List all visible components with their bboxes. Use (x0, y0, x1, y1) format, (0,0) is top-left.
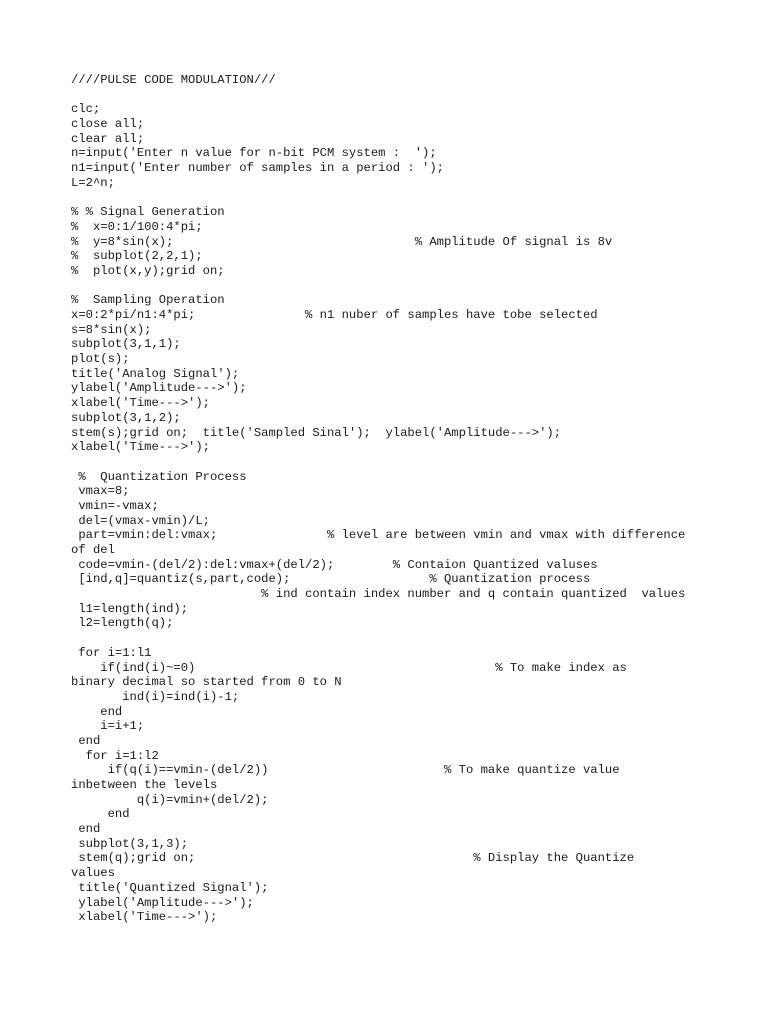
code-line: if(q(i)==vmin-(del/2)) % To make quantize value (71, 763, 620, 778)
code-line: ////PULSE CODE MODULATION/// (71, 73, 276, 87)
code-line: stem(q);grid on; % Display the Quantize (71, 851, 635, 866)
code-line: of del (71, 543, 115, 557)
code-line: subplot(3,1,1); (71, 337, 181, 352)
code-line: l1=length(ind); (71, 601, 189, 616)
code-line: s=8*sin(x); (71, 322, 152, 337)
code-line: title('Quantized Signal'); (71, 880, 269, 895)
code-line: close all; (71, 117, 145, 132)
code-line: clc; (71, 102, 101, 117)
code-line: % % Signal Generation (71, 205, 225, 220)
code-line: subplot(3,1,2); (71, 410, 181, 425)
code-line: vmin=-vmax; (71, 498, 159, 513)
code-line: % Quantization Process (71, 469, 247, 484)
code-line: subplot(3,1,3); (71, 836, 189, 851)
code-line: part=vmin:del:vmax; % level are between vmin and vmax with difference (71, 528, 686, 543)
code-line: % ind contain index number and q contain quantized values (71, 587, 686, 602)
code-line: del=(vmax-vmin)/L; (71, 513, 210, 528)
code-line: inbetween the levels (71, 778, 218, 792)
code-line: % subplot(2,2,1); (71, 249, 203, 264)
code-line: % plot(x,y);grid on; (71, 263, 225, 278)
code-line: q(i)=vmin+(del/2); (71, 792, 269, 807)
code-line: binary decimal so started from 0 to N (71, 675, 342, 690)
code-line: % Sampling Operation (71, 293, 225, 308)
code-line: title('Analog Signal'); (71, 366, 240, 381)
code-line (71, 88, 711, 103)
matlab-code-listing (71, 73, 711, 925)
code-line: ind(i)=ind(i)-1; (71, 689, 240, 704)
code-line: end (71, 822, 101, 837)
code-line: code=vmin-(del/2):del:vmax+(del/2); % Contaion Quantized valuses (71, 557, 598, 572)
code-line: x=0:2*pi/n1:4*pi; % n1 nuber of samples have tobe selected (71, 308, 598, 322)
code-line: ylabel('Amplitude--->'); (71, 895, 254, 910)
code-line: if(ind(i)~=0) % To make index as (71, 660, 627, 675)
code-line: plot(s); (71, 352, 130, 367)
code-line: [ind,q]=quantiz(s,part,code); % Quantization process (71, 572, 591, 587)
code-line: % x=0:1/100:4*pi; (71, 219, 203, 234)
code-line: stem(s);grid on; title('Sampled Sinal'); ylabel('Amplitude--->'); (71, 425, 562, 440)
code-line (71, 455, 711, 470)
code-line: values (71, 866, 115, 881)
code-line: xlabel('Time--->'); (71, 440, 210, 455)
code-line: i=i+1; (71, 719, 145, 734)
code-line: clear all; (71, 131, 145, 146)
code-line: l2=length(q); (71, 616, 174, 631)
code-line (71, 631, 711, 646)
code-line: vmax=8; (71, 484, 130, 499)
code-line: ylabel('Amplitude--->'); (71, 381, 247, 396)
code-line: end (71, 704, 123, 719)
code-line: end (71, 733, 101, 748)
code-line (71, 279, 711, 294)
code-line: % y=8*sin(x); % Amplitude Of signal is 8v (71, 234, 613, 249)
code-line: xlabel('Time--->'); (71, 910, 218, 925)
code-line: n=input('Enter n value for n-bit PCM system : '); (71, 146, 437, 161)
code-line (71, 191, 711, 206)
code-line: L=2^n; (71, 175, 115, 190)
code-line: end (71, 807, 130, 822)
code-line: xlabel('Time--->'); (71, 396, 210, 411)
code-line: for i=1:l1 (71, 645, 152, 660)
code-line: for i=1:l2 (71, 748, 159, 763)
code-line: n1=input('Enter number of samples in a period : '); (71, 161, 444, 176)
